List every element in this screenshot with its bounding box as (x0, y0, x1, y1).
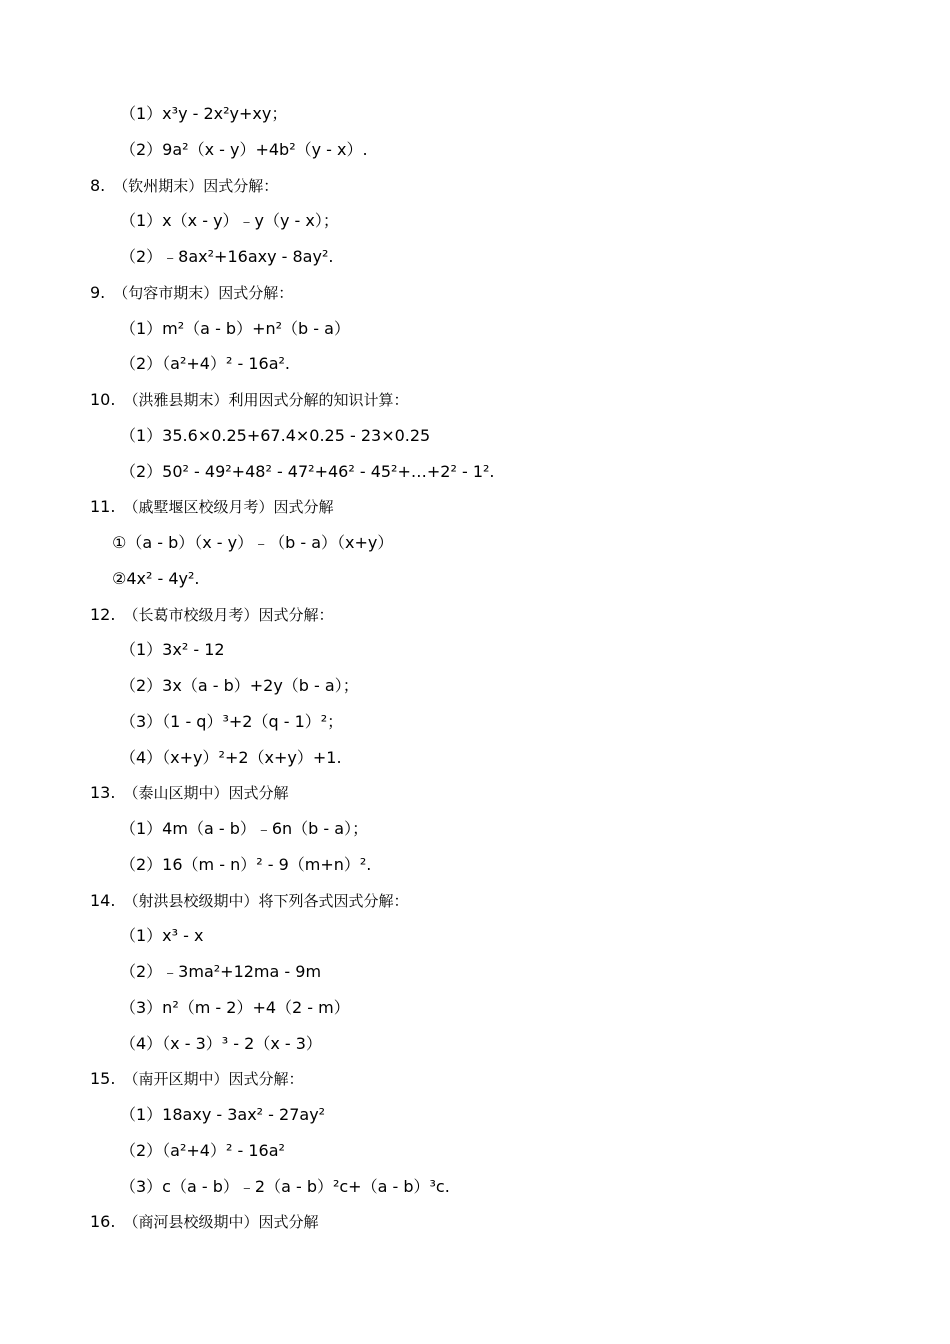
question-heading (90, 390, 408, 410)
question-source-text: （钦州期末）因式分解： (113, 176, 279, 195)
sub-question: ②4x² - 4y². (112, 568, 200, 588)
question-source-text: （泰山区期中）因式分解 (123, 784, 289, 803)
question-number: 11. (90, 497, 116, 517)
question-source-text: （商河县校级期中）因式分解 (123, 1213, 319, 1232)
question-heading (90, 176, 278, 196)
question-source-text: （句容市期末）因式分解： (113, 283, 294, 302)
question-source-text: （射洪县校级期中）将下列各式因式分解： (123, 891, 409, 910)
sub-question: （2）3x（a - b）+2y（b - a）； (120, 676, 359, 695)
question-source-text: （南开区期中）因式分解： (123, 1070, 304, 1089)
sub-question: （1）3x² - 12 (120, 640, 225, 660)
sub-question: （1）18axy - 3ax² - 27ay² (120, 1105, 326, 1124)
question-heading (90, 1069, 303, 1089)
question-heading (90, 891, 408, 911)
question-heading (90, 1212, 318, 1232)
sub-question: （1）x³ - x (120, 926, 204, 946)
sub-question: （1）m²（a - b）+n²（b - a） (120, 318, 350, 338)
question-heading (90, 497, 333, 517)
question-number: 14. (90, 890, 116, 910)
question-number: 8. (90, 175, 106, 195)
sub-question: （3）n²（m - 2）+4（2 - m） (120, 997, 350, 1017)
sub-question: （2）50² - 49²+48² - 47²+46² - 45²+…+2² - 1². (120, 461, 495, 481)
question-heading (90, 605, 333, 625)
sub-question: （2）（a²+4）² - 16a² (120, 1140, 285, 1160)
question-heading (90, 283, 293, 303)
sub-question: （1）4m（a - b）﹣6n（b - a）； (120, 819, 369, 838)
sub-question: （4）（x - 3）³ - 2（x - 3） (120, 1033, 322, 1053)
sub-question: ①（a - b）（x - y）﹣（b - a）（x+y） (112, 533, 394, 552)
question-number: 9. (90, 282, 106, 302)
sub-question: （1）x（x - y）﹣y（y - x）； (120, 211, 339, 231)
sub-question: （2）﹣8ax²+16axy - 8ay². (120, 247, 334, 266)
sub-question: （2）16（m - n）² - 9（m+n）². (120, 854, 372, 874)
sub-question: （1）35.6×0.25+67.4×0.25 - 23×0.25 (120, 425, 431, 445)
sub-question: （2）（a²+4）² - 16a². (120, 354, 291, 374)
question-heading (90, 783, 288, 803)
sub-question: （3）c（a - b）﹣2（a - b）²c+（a - b）³c. (120, 1176, 450, 1196)
sub-question: （1）x³y - 2x²y+xy； (120, 104, 288, 123)
sub-question: （4）（x+y）²+2（x+y）+1. (120, 747, 342, 767)
question-number: 16. (90, 1212, 116, 1232)
question-source-text: （戚墅堰区校级月考）因式分解 (123, 498, 334, 517)
sub-question: （2）9a²（x - y）+4b²（y - x）. (120, 139, 368, 159)
question-number: 12. (90, 604, 116, 624)
question-number: 15. (90, 1069, 116, 1089)
sub-question: （2）﹣3ma²+12ma - 9m (120, 962, 322, 981)
question-source-text: （洪雅县期末）利用因式分解的知识计算： (123, 391, 409, 409)
question-number: 10. (90, 390, 116, 409)
question-source-text: （长葛市校级月考）因式分解： (123, 605, 334, 624)
sub-question: （3）（1 - q）³+2（q - 1）²； (120, 711, 344, 731)
question-number: 13. (90, 783, 116, 803)
